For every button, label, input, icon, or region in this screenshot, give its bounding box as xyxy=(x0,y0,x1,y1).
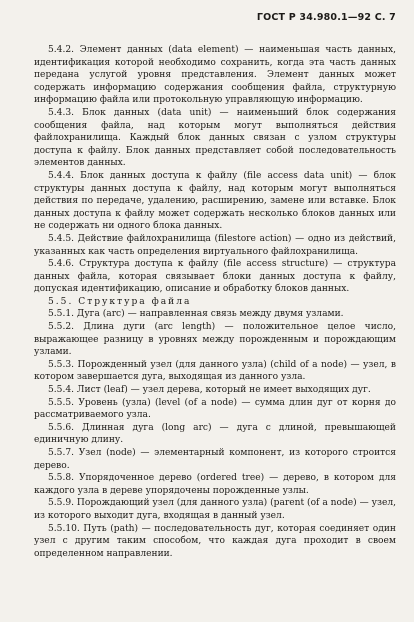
paragraph-5-5-6: 5.5.6. Длинная дуга (long arc) — дуга с длиной, превышающей единичную длину. xyxy=(34,422,396,446)
paragraph-5-5-7: 5.5.7. Узел (node) — элементарный компонент, из которого строится дерево. xyxy=(34,448,396,471)
paragraph-5-5-10: 5.5.10. Путь (path) — последовательность дуг, которая соединяет один узел с другим таким способом, что каждая дуга проходит в своем определенном направлении. xyxy=(34,523,396,559)
paragraph-5-4-5: 5.4.5. Действие файлохранилища (filestore action) — одно из действий, указанных как часть определения виртуального файлохранилища. xyxy=(34,233,396,257)
paragraph-5-4-6: 5.4.6. Структура доступа к файлу (file access structure) — структура данных файла, которая связывает блоки данных доступа к файлу, допуская идентификацию, описание и обработку блоков данных. xyxy=(34,259,396,295)
section-title-5-5: 5.5. Структура файла xyxy=(48,296,192,307)
paragraph-5-4-2: 5.4.2. Элемент данных (data element) — наименьшая часть данных, идентификация которой необходимо сохранить, когда эта часть данных передана услугой уровня представления. Элемент данных может содержать информацию содержания сообщения файла, структурную информацию файла или протокольную управляющую информацию. xyxy=(34,45,396,106)
paragraph-5-4-3: 5.4.3. Блок данных (data unit) — наименьший блок содержания сообщения файла, над которым могут выполняться действия файлохранилища. Каждый блок данных связан с узлом структуры доступа к файлу. Блок данных представляет собой последовательность элементов данных. xyxy=(34,107,396,169)
document-body xyxy=(34,44,396,560)
page-header: ГОСТ Р 34.980.1—92 С. 7 xyxy=(256,12,396,23)
paragraph-5-5-9: 5.5.9. Порождающий узел (для данного узла) (parent (of a node) — узел, из которого выходит дуга, входящая в данный узел. xyxy=(34,498,396,521)
paragraph-5-5-5: 5.5.5. Уровень (узла) (level (of a node) — сумма длин дуг от корня до рассматриваемого узла. xyxy=(34,397,396,421)
paragraph-5-5-8: 5.5.8. Упорядоченное дерево (ordered tree) — дерево, в котором для каждого узла в дереве упорядочены порожденные узлы. xyxy=(34,473,396,496)
paragraph-5-4-4: 5.4.4. Блок данных доступа к файлу (file access data unit) — блок структуры данных доступа к файлу, над которым могут выполняться действия по передаче, удалению, расширению, замене или вставке. Блок данных доступа к файлу может содержать несколько блоков данных или не содержать ни одного блока данных. xyxy=(34,170,396,232)
paragraph-5-5-1: 5.5.1. Дуга (arc) — направленная связь между двумя узлами. xyxy=(48,309,344,320)
paragraph-5-5-3: 5.5.3. Порожденный узел (для данного узла) (child of a node) — узел, в котором завершается дуга, выходящая из данного узла. xyxy=(34,359,396,383)
paragraph-5-5-2: 5.5.2. Длина дуги (arc length) — положительное целое число, выражающее разницу в уровнях между порожденным и порождающим узлами. xyxy=(34,322,396,358)
paragraph-5-5-4: 5.5.4. Лист (leaf) — узел дерева, который не имеет выходящих дуг. xyxy=(48,385,371,396)
